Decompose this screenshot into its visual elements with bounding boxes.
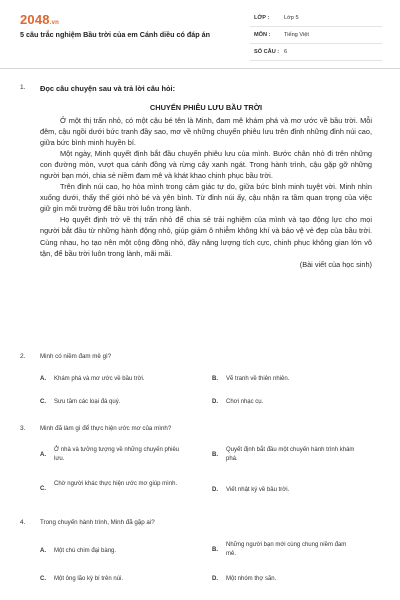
option-label: C.: [40, 576, 46, 582]
meta-row-class: [250, 10, 382, 27]
question-number: 4.: [20, 519, 26, 526]
option-text: Chơi nhạc cụ.: [226, 399, 264, 405]
option-text: Những người bạn mới cùng chung niềm đam mê.: [226, 542, 347, 557]
option-label: C.: [40, 399, 46, 405]
meta-table: [250, 10, 382, 61]
story-paragraph: Ở một thị trấn nhỏ, có một cậu bé tên là Minh, đam mê khám phá và mơ ước về bầu trời. Mỗi đêm, cậu ngồi dưới bức tranh đầy sao, mơ về những chuyến phiêu lưu trên đỉnh những đỉnh núi cao, giữa bức bình minh huyền bí.: [40, 116, 372, 148]
option-label: C.: [40, 486, 46, 492]
question-prompt: Đọc câu chuyện sau và trả lời câu hỏi:: [40, 84, 176, 93]
meta-value: Lớp 5: [284, 15, 299, 21]
header-divider: [0, 68, 400, 69]
option-label: B.: [212, 452, 218, 458]
header: [0, 0, 400, 64]
option-text: Chờ người khác thực hiện ước mơ giúp mình.: [54, 481, 178, 487]
meta-value: Tiếng Việt: [284, 32, 309, 38]
story-paragraph: Một ngày, Minh quyết định bắt đầu chuyến phiêu lưu của mình. Bước chân nhỏ đi trên những con đường mòn, vượt qua cánh đồng và rừng cây xanh ngát. Trong hành trình, cậu gặp gỡ những người bạn mới, chia sẻ niềm đam mê và khát khao chinh phục bầu trời.: [40, 149, 372, 181]
meta-value: 6: [284, 49, 288, 55]
question-text: Minh đã làm gì để thực hiện ước mơ của mình?: [40, 425, 172, 432]
meta-key: SỐ CÂU :: [254, 49, 280, 55]
story-paragraph: Họ quyết định trở về thị trấn nhỏ để chia sẻ trải nghiệm của mình và tạo động lực cho mọi người bắt đầu từ những hành động nhỏ, giúp giảm ô nhiễm không khí và bảo vệ vẻ đẹp của bầu trời. Cùng nhau, họ tạo nên một cộng đồng nhỏ, đầy năng lượng tích cực, chinh phục không gian lớn vô tận, để bầu trời luôn trong lành, mãi mãi.: [40, 215, 372, 258]
option-label: A.: [40, 548, 46, 554]
logo-text: 2048: [20, 12, 50, 27]
meta-row-count: [250, 44, 382, 61]
question-number: 2.: [20, 353, 26, 360]
option-text: Ở nhà và tưởng tượng về những chuyến phiêu lưu.: [54, 447, 180, 462]
meta-key: LỚP :: [254, 15, 270, 21]
logo-suffix: .vn: [49, 20, 60, 26]
option-label: D.: [212, 399, 218, 405]
meta-key: MÔN :: [254, 32, 271, 38]
question-number: 1.: [20, 84, 26, 91]
site-logo[interactable]: [20, 12, 59, 27]
option-text: Sưu tầm các loại đá quý.: [54, 399, 121, 405]
story-paragraph: Trên đỉnh núi cao, họ hòa mình trong cảm giác tự do, giữa bức bình minh tuyệt vời. Minh nhìn xuống dưới, thấy thế giới nhỏ bé và yên bình. Từ đỉnh núi ấy, cậu nhận ra tầm quan trọng của việc giữ gìn môi trường để bầu trời luôn trong lành.: [40, 182, 372, 214]
question-text: Trong chuyến hành trình, Minh đã gặp ai?: [40, 519, 155, 526]
option-text: Khám phá và mơ ước về bầu trời.: [54, 376, 145, 382]
option-label: D.: [212, 576, 218, 582]
option-text: Một nhóm thợ săn.: [226, 576, 277, 582]
option-text: Viết nhật ký về bầu trời.: [226, 487, 290, 493]
meta-row-subject: [250, 27, 382, 44]
story-source: (Bài viết của học sinh): [299, 259, 372, 269]
document-title: 5 câu trắc nghiệm Bầu trời của em Cánh diều có đáp án: [20, 30, 211, 39]
option-text: Một chú chim đại bàng.: [54, 548, 117, 554]
option-label: A.: [40, 376, 46, 382]
option-label: D.: [212, 487, 218, 493]
question-number: 3.: [20, 425, 26, 432]
option-label: B.: [212, 547, 218, 553]
option-text: Vẽ tranh về thiên nhiên.: [226, 376, 290, 382]
option-label: B.: [212, 376, 218, 382]
question-text: Minh có niềm đam mê gì?: [40, 353, 112, 360]
story-body: [40, 115, 372, 270]
option-text: Quyết định bắt đầu một chuyến hành trình khám phá.: [226, 447, 355, 462]
story-title: CHUYẾN PHIÊU LƯU BẦU TRỜI: [149, 103, 263, 112]
option-text: Một ông lão kỳ bí trên núi.: [54, 576, 124, 582]
option-label: A.: [40, 452, 46, 458]
